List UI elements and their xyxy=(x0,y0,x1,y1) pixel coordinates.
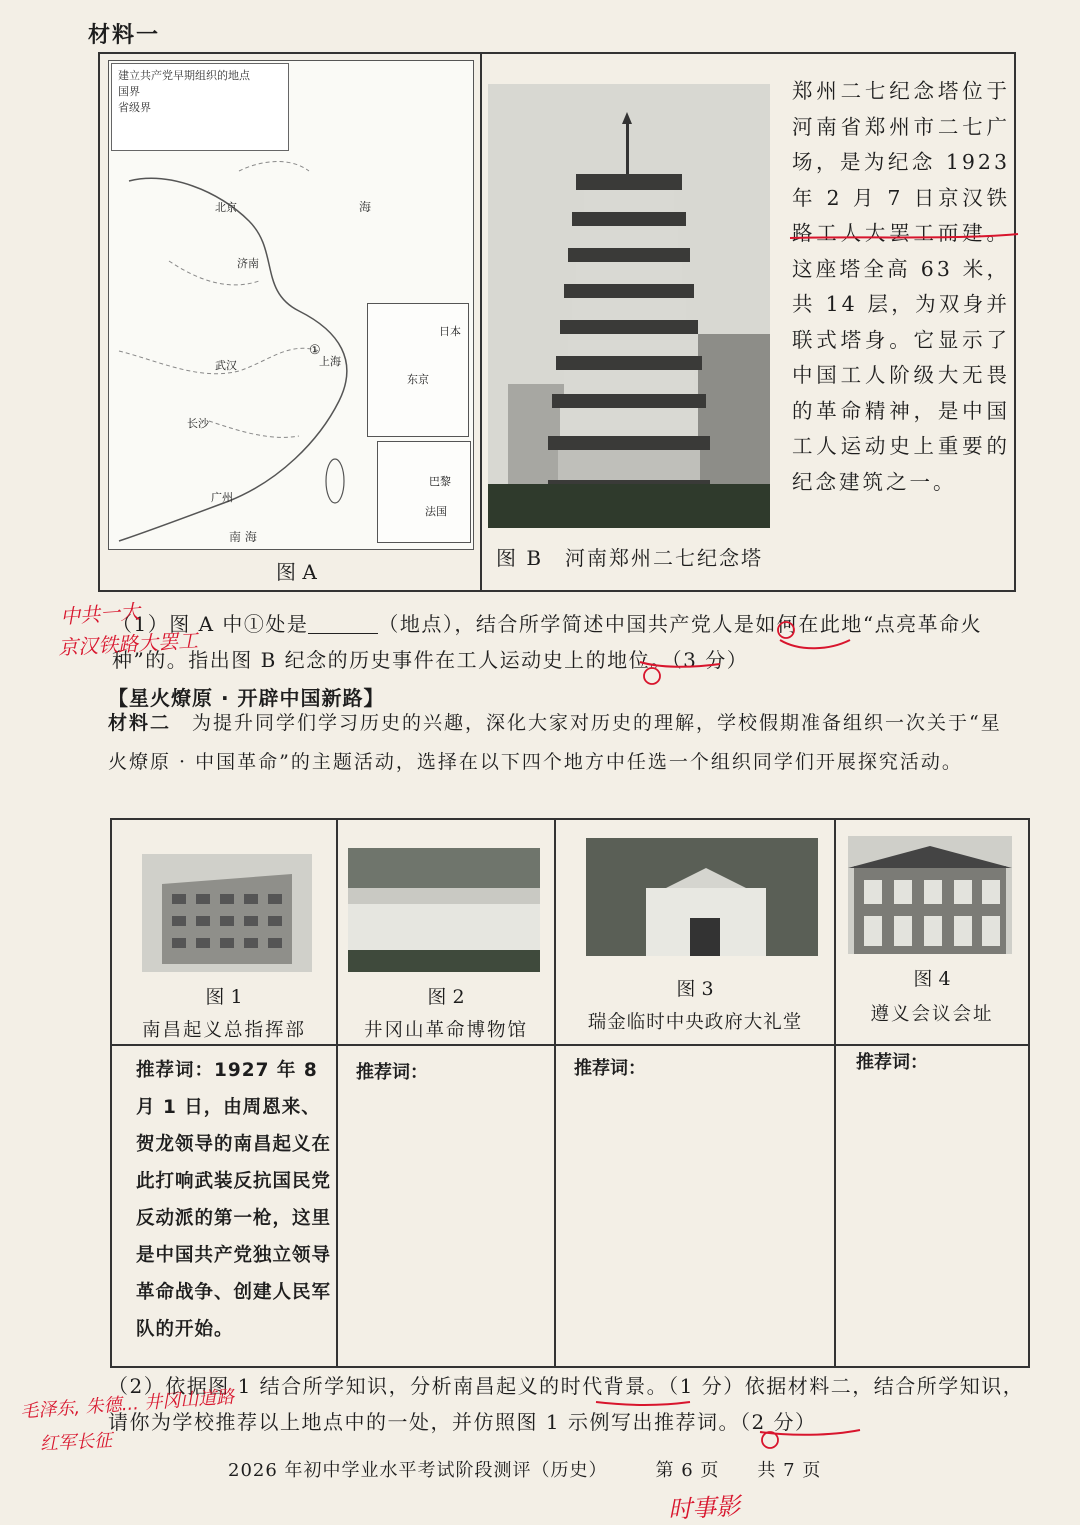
handwriting-note-3: 毛泽东, 朱德... 井冈山道路 xyxy=(19,1386,235,1423)
figure-3-label: 图 3 xyxy=(676,978,714,1000)
recommendation-1 xyxy=(112,1046,336,1366)
figure-a-map xyxy=(108,60,474,550)
france-inset xyxy=(377,441,471,543)
material-two-text: 为提升同学们学习历史的兴趣，深化大家对历史的理解，学校假期准备组织一次关于“星火燎原 · 中国革命”的主题活动，选择在以下四个地方中任选一个组织同学们开展探究活动。 xyxy=(108,712,1002,773)
footer-page: 第 6 页 共 7 页 xyxy=(655,1460,822,1481)
figure-b-description: 郑州二七纪念塔位于河南省郑州市二七广场，是为纪念 1923 年 2 月 7 日京汉铁路工人大罢工而建。这座塔全高 63 米，共 14 层，为双身并联式塔身。它显示了中国工人阶级大无畏的革命精神，是中国工人运动史上重要的纪念建筑之一。 xyxy=(792,79,1010,494)
pagoda-illustration xyxy=(488,84,770,528)
figure-b-caption: 图 B 河南郑州二七纪念塔 xyxy=(496,546,764,570)
figure-2-name: 井冈山革命博物馆 xyxy=(363,1020,528,1041)
figure-1-photo xyxy=(142,854,312,972)
handwriting-note-5: 时事影 xyxy=(667,1492,741,1524)
section-label: 材料一 xyxy=(88,22,161,48)
question-1 xyxy=(112,606,1022,678)
question-1-prefix: （1）图 A 中①处是 xyxy=(112,612,309,636)
figure-4-label: 图 4 xyxy=(913,968,951,990)
figure-1-name: 南昌起义总指挥部 xyxy=(141,1020,306,1041)
figure-a-caption: 图 A xyxy=(276,560,317,584)
svg-text:海: 海 xyxy=(359,200,372,214)
handwriting-note-1: 中共一大 xyxy=(59,599,141,629)
page-footer xyxy=(228,1456,821,1482)
place-paris: 巴黎 xyxy=(429,475,451,488)
section-title: 【星火燎原 · 开辟中国新路】 xyxy=(108,686,385,710)
figure-2-photo xyxy=(348,848,540,972)
figure-3-photo xyxy=(586,838,818,956)
recommendation-2-label[interactable]: 推荐词： xyxy=(356,1062,428,1083)
figure-1-label: 图 1 xyxy=(205,986,243,1008)
recommendation-3-label[interactable]: 推荐词： xyxy=(574,1058,646,1079)
figure-3-name: 瑞金临时中央政府大礼堂 xyxy=(587,1012,803,1033)
place-beijing: 北京 xyxy=(215,201,237,214)
place-japan: 日本 xyxy=(439,325,461,338)
svg-text:南 海: 南 海 xyxy=(229,530,257,544)
legend-provincial-border: 省级界 xyxy=(118,101,151,114)
grid-line xyxy=(554,820,556,1366)
place-wuhan: 武汉 xyxy=(215,359,237,372)
place-changsha: 长沙 xyxy=(187,417,209,430)
place-tokyo: 东京 xyxy=(407,373,429,386)
recommendation-4-label[interactable]: 推荐词： xyxy=(856,1052,928,1073)
handwriting-note-4: 红军长征 xyxy=(39,1430,113,1455)
figure-b-photo xyxy=(488,84,770,528)
legend-party-site: 建立共产党早期组织的地点 xyxy=(118,69,250,82)
box-divider xyxy=(480,54,482,590)
answer-blank[interactable] xyxy=(308,613,378,634)
legend-national-border: 国界 xyxy=(118,85,140,98)
place-jinan: 济南 xyxy=(237,257,259,270)
figure-4-name: 遵义会议会址 xyxy=(870,1004,994,1025)
figure-2-label: 图 2 xyxy=(427,986,465,1008)
question-2: （2）依据图 1 结合所学知识，分析南昌起义的时代背景。（1 分）依据材料二，结合所学知识，请你为学校推荐以上地点中的一处，并仿照图 1 示例写出推荐词。（2 分） xyxy=(108,1374,1025,1434)
material-two-label: 材料二 xyxy=(108,712,172,734)
figure-4-photo xyxy=(848,836,1012,954)
handwriting-note-2: 京汉铁路大罢工 xyxy=(57,628,199,660)
material-two xyxy=(108,704,1018,782)
marker-circle-1: ① xyxy=(309,343,321,358)
place-france: 法国 xyxy=(425,505,447,518)
footer-title: 2026 年初中学业水平考试阶段测评（历史） xyxy=(228,1460,599,1481)
sites-table xyxy=(110,818,1030,1368)
place-shanghai: 上海 xyxy=(319,355,341,368)
place-guangzhou: 广州 xyxy=(211,491,233,504)
grid-line xyxy=(834,820,836,1366)
map-legend xyxy=(111,63,289,151)
question-1-suffix: （地点），结合所学简述中国共产党人是如何在此地“点亮革命火种”的。指出图 B 纪念的历史事件在工人运动史上的地位。（3 分） xyxy=(112,612,983,672)
material-one-box xyxy=(98,52,1016,592)
recommendation-example: 推荐词：1927 年 8 月 1 日，由周恩来、贺龙领导的南昌起义在此打响武装反抗国民党反动派的第一枪，这里是中国共产党独立领导革命战争、创建人民军队的开始。 xyxy=(136,1060,332,1340)
